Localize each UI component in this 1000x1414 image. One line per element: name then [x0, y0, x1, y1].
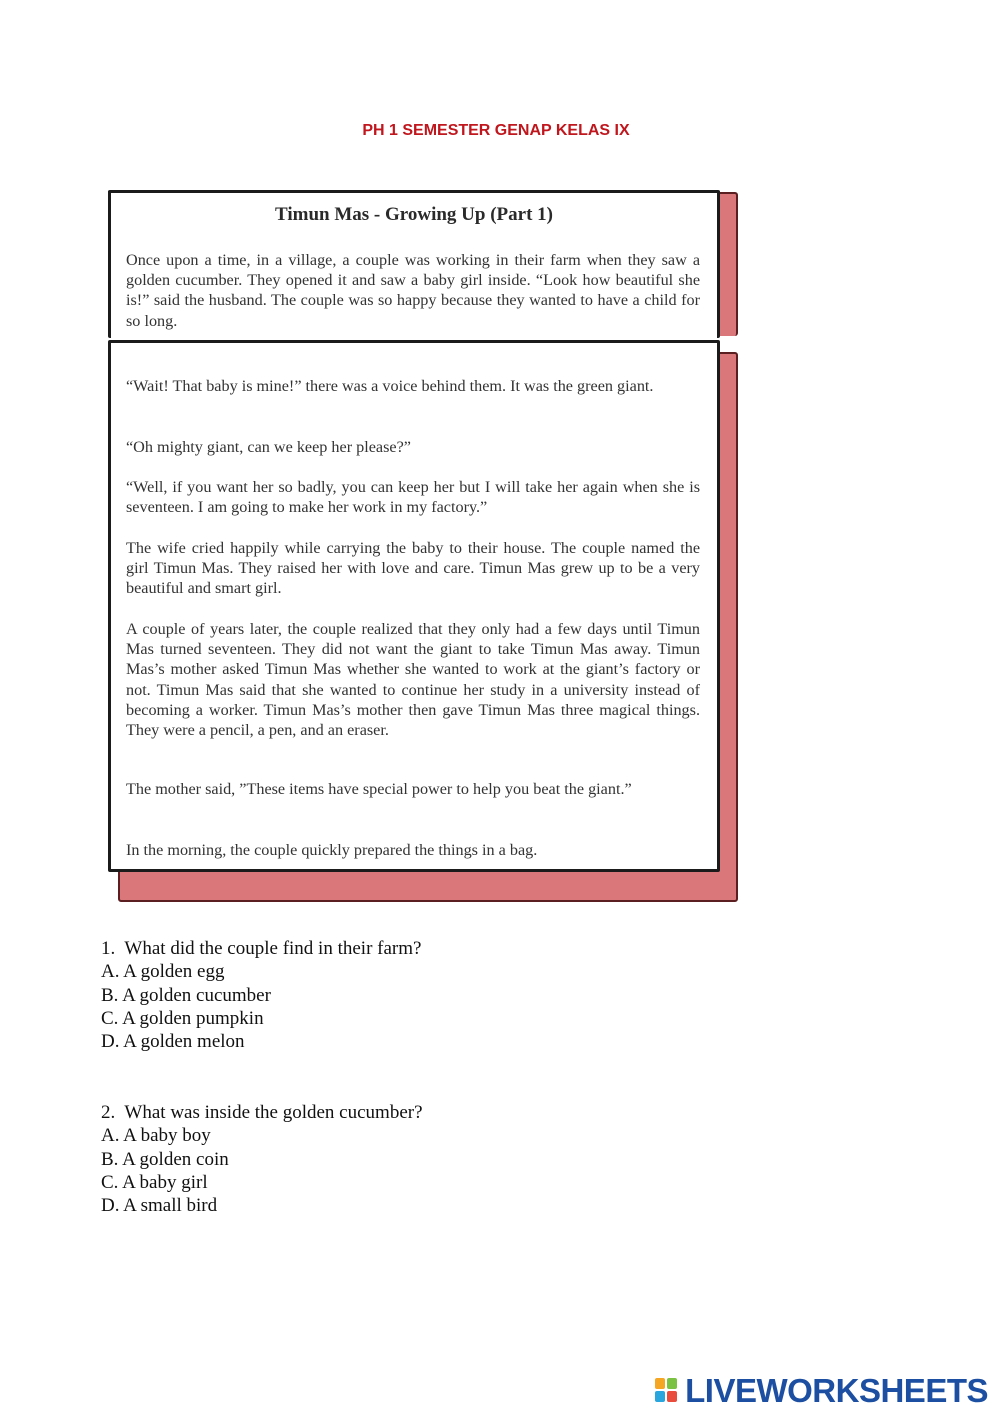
option-a[interactable]: A. A baby boy — [101, 1125, 211, 1147]
story-paragraph-4: “Well, if you want her so badly, you can keep her but I will take her again when she is seventeen. I am going to make her work in my factory.” — [126, 478, 700, 517]
option-a[interactable]: A. A golden egg — [101, 961, 225, 983]
question-text: What was inside the golden cucumber? — [124, 1102, 423, 1123]
option-d[interactable]: D. A small bird — [101, 1195, 218, 1217]
question-number: 2. — [101, 1102, 116, 1123]
question-1-prompt — [101, 937, 421, 960]
question-2-prompt — [101, 1101, 423, 1124]
question-1 — [101, 937, 421, 1053]
story-paragraph-8: In the morning, the couple quickly prepared the things in a bag. — [126, 841, 538, 859]
option-c[interactable]: C. A golden pumpkin — [101, 1007, 264, 1029]
option-c[interactable]: C. A baby girl — [101, 1171, 208, 1193]
story-paragraph-1: Once upon a time, in a village, a couple was working in their farm when they saw a golden cucumber. They opened it and saw a baby girl inside. “Look how beautiful she is!” said the husband. The couple was so happy because they wanted to have a child for so long. — [126, 251, 700, 330]
question-text: What did the couple find in their farm? — [124, 938, 422, 959]
story-paragraph-7: The mother said, ”These items have special power to help you beat the giant.” — [126, 780, 632, 798]
option-b[interactable]: B. A golden cucumber — [101, 984, 271, 1006]
story-title: Timun Mas - Growing Up (Part 1) — [275, 204, 553, 225]
logo-icon — [655, 1378, 679, 1404]
story-paragraph-2: “Wait! That baby is mine!” there was a voice behind them. It was the green giant. — [126, 377, 654, 395]
page-title: PH 1 SEMESTER GENAP KELAS IX — [362, 122, 630, 139]
question-2 — [101, 1101, 423, 1217]
option-b[interactable]: B. A golden coin — [101, 1148, 229, 1170]
story-paragraph-6: A couple of years later, the couple realized that they only had a few days until Timun Mas turned seventeen. They did not want the giant to take Timun Mas away. Timun Mas’s mother asked Timun Mas whether she wanted to work at the giant’s factory or not. Timun Mas said that she wanted to continue her study in a university instead of becoming a worker. Timun Mas’s mother then gave Timun Mas three magical things. They were a pencil, a pen, and an eraser. — [126, 620, 700, 740]
question-number: 1. — [101, 938, 116, 959]
option-d[interactable]: D. A golden melon — [101, 1031, 245, 1053]
liveworksheets-logo — [655, 1372, 988, 1410]
brand-name: LIVEWORKSHEETS — [685, 1372, 988, 1409]
story-paragraph-3: “Oh mighty giant, can we keep her please?” — [126, 438, 411, 456]
story-paragraph-5: The wife cried happily while carrying the baby to their house. The couple named the girl Timun Mas. They raised her with love and care. Timun Mas grew up to be a very beautiful and smart girl. — [126, 539, 700, 598]
